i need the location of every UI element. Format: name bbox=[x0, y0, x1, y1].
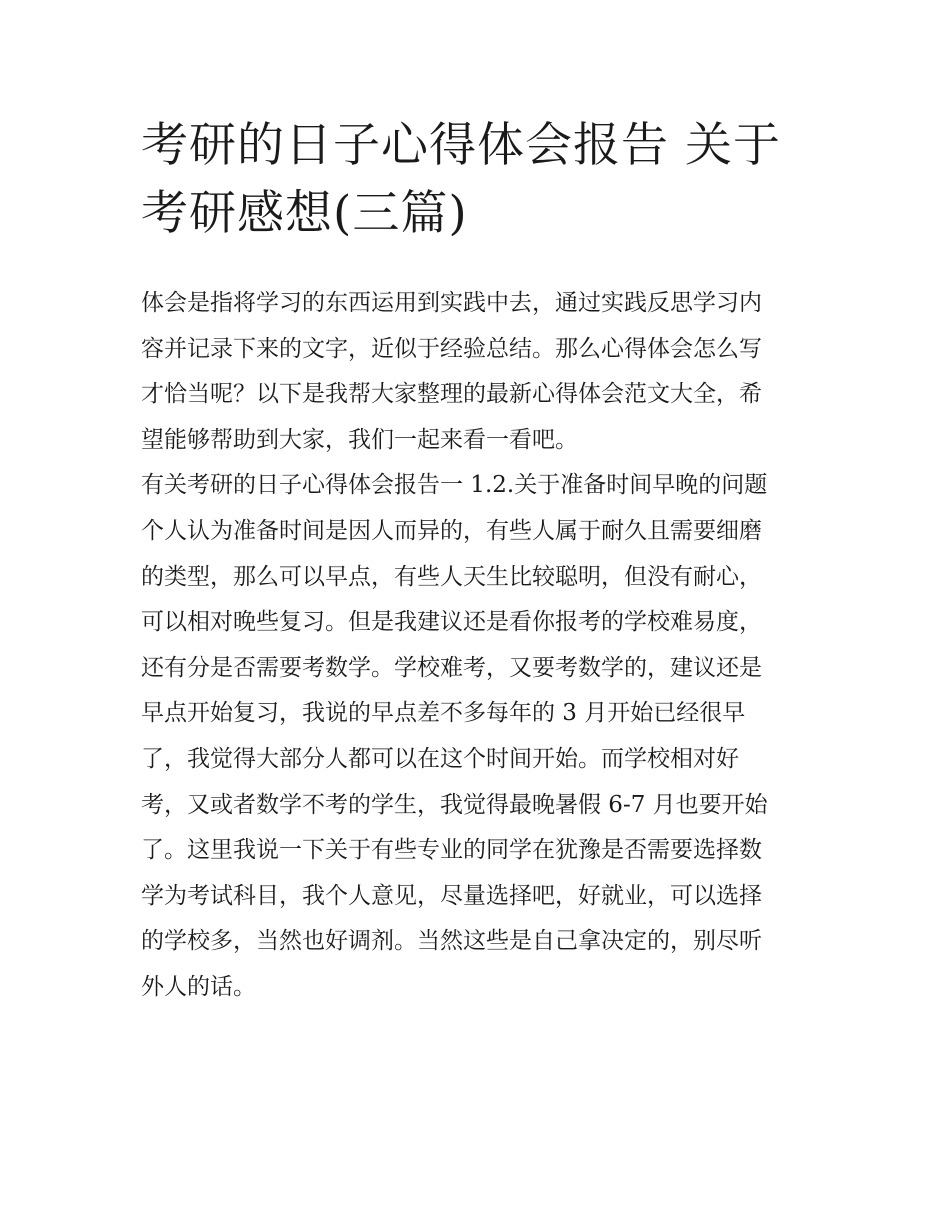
text-line: 个人认为准备时间是因人而异的，有些人属于耐久且需要细磨 bbox=[141, 517, 762, 544]
text-line: 的类型，那么可以早点，有些人天生比较聪明，但没有耐心， bbox=[141, 563, 762, 590]
text-line: 有关考研的日子心得体会报告一 1.2.关于准备时间早晚的问题 bbox=[141, 472, 768, 499]
text-line: 还有分是否需要考数学。学校难考，又要考数学的，建议还是 bbox=[141, 654, 762, 681]
text-line: 体会是指将学习的东西运用到实践中去，通过实践反思学习内 bbox=[141, 290, 762, 316]
title-line: 考研的日子心得体会报告 关于 bbox=[141, 118, 781, 173]
text-line: 考，又或者数学不考的学生，我觉得最晚暑假 6-7 月也要开始 bbox=[141, 791, 768, 818]
text-line: 才恰当呢？以下是我帮大家整理的最新心得体会范文大全，希 bbox=[141, 381, 762, 408]
text-line: 的学校多，当然也好调剂。当然这些是自己拿决定的，别尽听 bbox=[141, 928, 762, 955]
document-title bbox=[141, 112, 821, 248]
document-body bbox=[141, 281, 821, 1011]
title-line: 考研感想(三篇) bbox=[141, 186, 468, 241]
article-paragraph bbox=[141, 463, 821, 1010]
text-line: 了。这里我说一下关于有些专业的同学在犹豫是否需要选择数 bbox=[141, 837, 762, 864]
text-line: 学为考试科目，我个人意见，尽量选择吧，好就业，可以选择 bbox=[141, 882, 762, 909]
text-line: 容并记录下来的文字，近似于经验总结。那么心得体会怎么写 bbox=[141, 335, 762, 362]
text-line: 了，我觉得大部分人都可以在这个时间开始。而学校相对好 bbox=[141, 745, 739, 772]
text-line: 望能够帮助到大家，我们一起来看一看吧。 bbox=[141, 426, 578, 453]
text-line: 外人的话。 bbox=[141, 973, 256, 1000]
text-line: 可以相对晚些复习。但是我建议还是看你报考的学校难易度， bbox=[141, 609, 762, 636]
text-line: 早点开始复习，我说的早点差不多每年的 3 月开始已经很早 bbox=[141, 700, 746, 727]
intro-paragraph bbox=[141, 281, 821, 463]
